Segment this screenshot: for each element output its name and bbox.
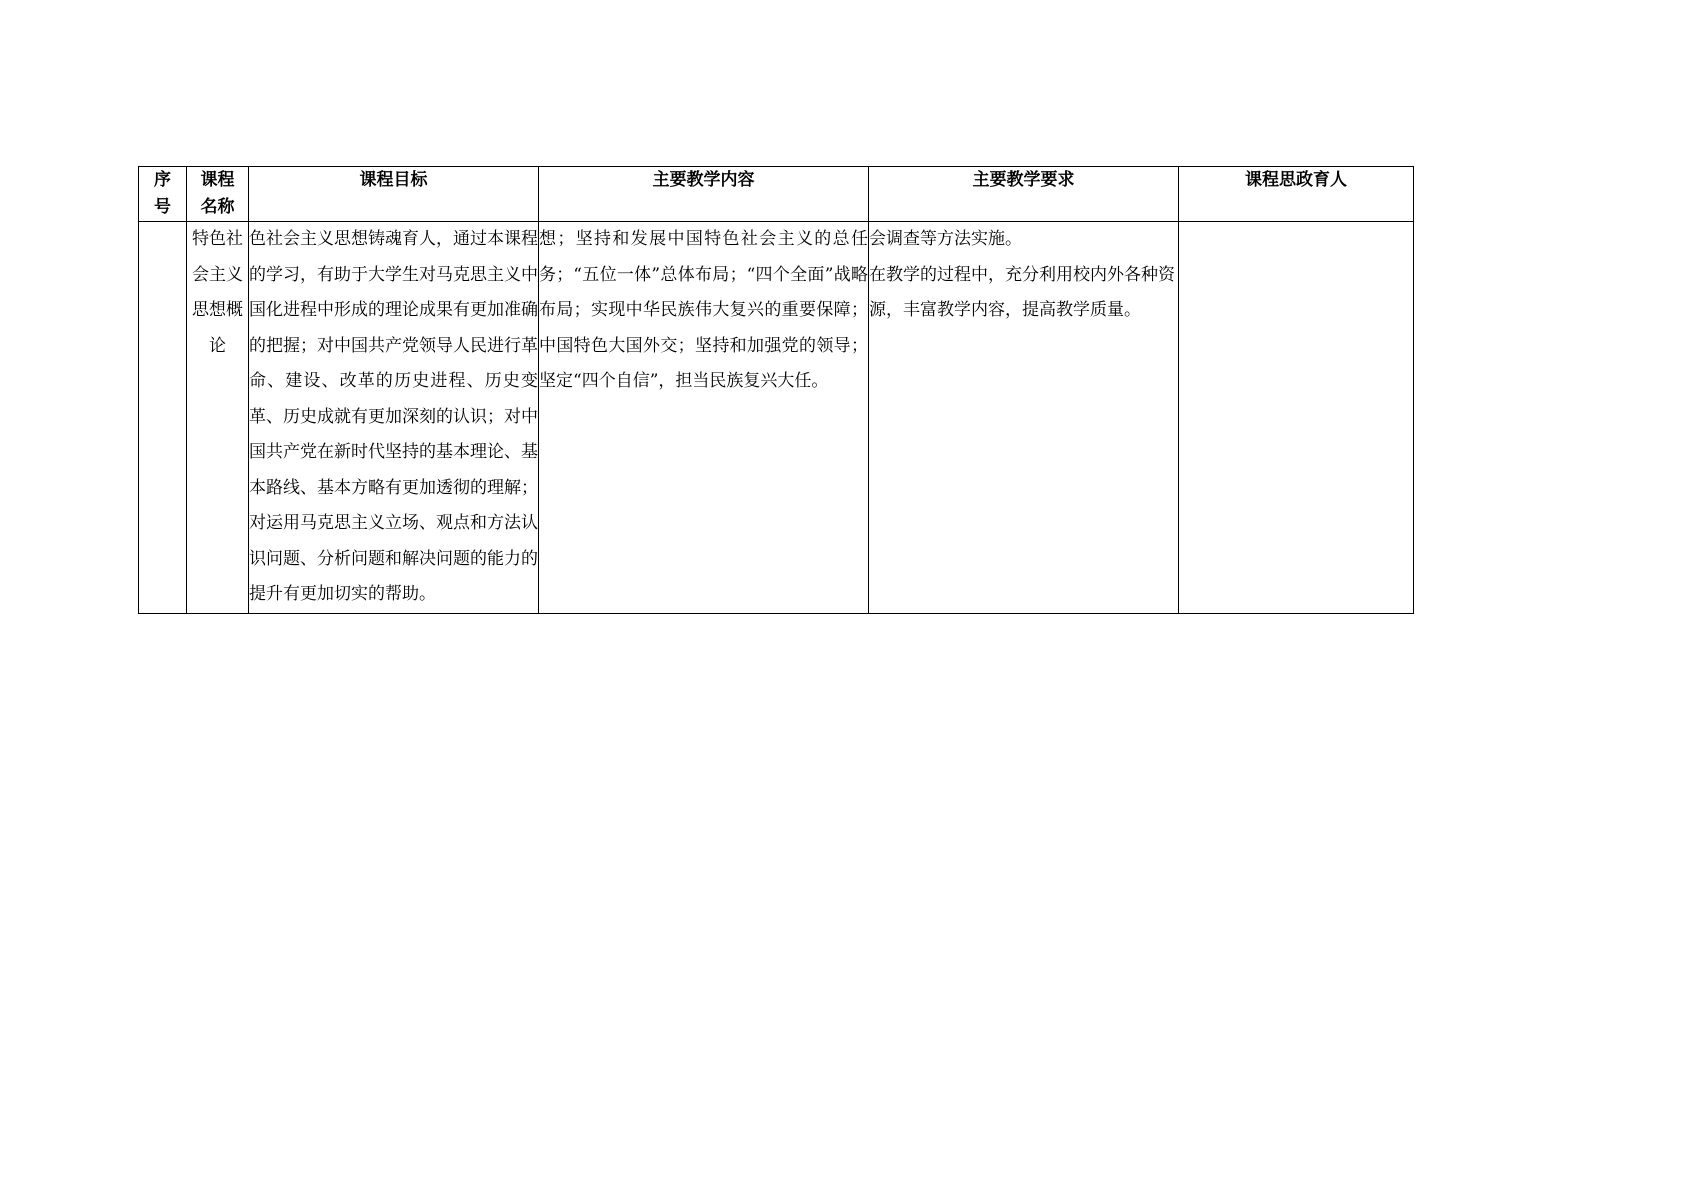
table-row [139, 222, 1414, 614]
cell-ideological [1179, 222, 1414, 614]
main-requirement-line2: 在教学的过程中，充分利用校内外各种资源，丰富教学内容，提高教学质量。 [869, 264, 1175, 320]
column-header-course-name [187, 167, 249, 222]
table-header-row [139, 167, 1414, 222]
column-header-main-content: 主要教学内容 [539, 167, 869, 222]
main-requirement-line1: 会调查等方法实施。 [869, 229, 1022, 249]
cell-course-goal: 色社会主义思想铸魂育人，通过本课程的学习，有助于大学生对马克思主义中国化进程中形成的理论成果有更加准确的把握；对中国共产党领导人民进行革命、建设、改革的历史进程、历史变革、历史成就有更加深刻的认识；对中国共产党在新时代坚持的基本理论、基本路线、基本方略有更加透彻的理解；对运用马克思主义立场、观点和方法认识问题、分析问题和解决问题的能力的提升有更加切实的帮助。 [249, 222, 539, 614]
column-header-no [139, 167, 187, 222]
cell-main-requirement [869, 222, 1179, 614]
course-table [138, 166, 1414, 614]
column-header-no-line2: 号 [154, 197, 171, 217]
column-header-main-requirement: 主要教学要求 [869, 167, 1179, 222]
course-table-container [138, 166, 1413, 614]
cell-no [139, 222, 187, 614]
column-header-course-name-line2: 名称 [200, 197, 235, 217]
column-header-course-name-line1: 课程 [200, 170, 235, 190]
column-header-ideological: 课程思政育人 [1179, 167, 1414, 222]
column-header-no-line1: 序 [154, 170, 171, 190]
cell-main-content: 想；坚持和发展中国特色社会主义的总任务；“五位一体”总体布局；“四个全面”战略布局；实现中华民族伟大复兴的重要保障；中国特色大国外交；坚持和加强党的领导；坚定“四个自信”，担当民族复兴大任。 [539, 222, 869, 614]
cell-course-name: 特色社会主义思想概论 [187, 222, 249, 614]
column-header-course-goal: 课程目标 [249, 167, 539, 222]
